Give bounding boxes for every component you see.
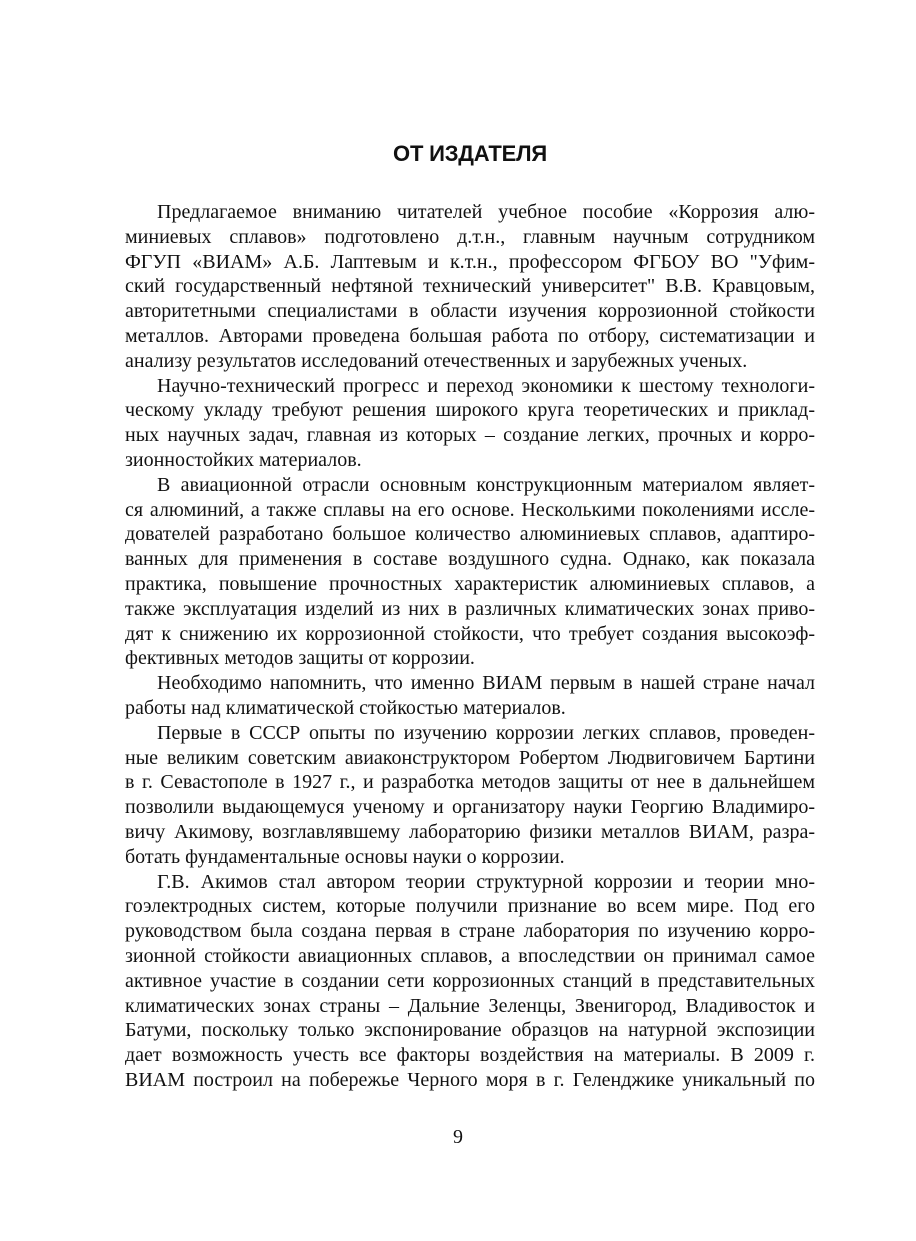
text-line: Научно-технический прогресс и переход экономики к шестому технологи-: [157, 374, 815, 397]
text-line: работы над климатической стойкостью материалов.: [125, 696, 566, 719]
text-line: дователей разработано большое количество алюминиевых сплавов, адаптиро-: [125, 523, 815, 546]
text-line: фективных методов защиты от коррозии.: [125, 647, 475, 670]
text-line: Необходимо напомнить, что именно ВИАМ первым в нашей стране начал: [157, 672, 815, 695]
paragraph: [125, 721, 815, 870]
text-line: миниевых сплавов» подготовлено д.т.н., главным научным сотрудником: [125, 225, 815, 248]
text-line: ВИАМ построил на побережье Черного моря в г. Геленджике уникальный по: [125, 1068, 815, 1091]
text-line: руководством была создана первая в стране лаборатория по изучению корро-: [125, 920, 815, 943]
text-line: климатических зонах страны – Дальние Зеленцы, Звенигород, Владивосток и: [125, 994, 815, 1017]
text-line: вичу Акимову, возглавлявшему лабораторию физики металлов ВИАМ, разра-: [125, 820, 815, 843]
paragraph: [125, 870, 815, 1093]
text-line: ных научных задач, главная из которых – создание легких, прочных и корро-: [125, 424, 815, 447]
text-line: активное участие в создании сети коррозионных станций в представительных: [125, 969, 815, 992]
text-line: В авиационной отрасли основным конструкционным материалом являет-: [157, 473, 815, 496]
text-line: ский государственный нефтяной технический университет" В.В. Кравцовым,: [125, 275, 815, 298]
text-line: металлов. Авторами проведена большая работа по отбору, систематизации и: [125, 324, 815, 347]
text-line: ботать фундаментальные основы науки о коррозии.: [125, 845, 565, 868]
page-content: [125, 140, 815, 1093]
paragraph: [125, 671, 815, 721]
text-line: ные великим советским авиаконструктором Робертом Людвиговичем Бартини: [125, 746, 815, 769]
text-line: позволили выдающемуся ученому и организатору науки Георгию Владимиро-: [125, 796, 815, 819]
text-line: дает возможность учесть все факторы воздействия на материалы. В 2009 г.: [125, 1044, 815, 1067]
paragraph: [125, 374, 815, 473]
text-line: Г.В. Акимов стал автором теории структурной коррозии и теории мно-: [157, 870, 815, 893]
text-line: анализу результатов исследований отечественных и зарубежных ученых.: [125, 349, 748, 372]
text-line: зионной стойкости авиационных сплавов, а впоследствии он принимал самое: [125, 944, 815, 967]
paragraph: [125, 200, 815, 374]
text-line: ся алюминий, а также сплавы на его основе. Несколькими поколениями иссле-: [125, 498, 815, 521]
page-number: 9: [453, 1126, 463, 1148]
text-line: Батуми, поскольку только экспонирование образцов на натурной экспозиции: [125, 1019, 815, 1042]
page-title: ОТ ИЗДАТЕЛЯ: [393, 141, 547, 166]
body-text: [125, 200, 815, 1093]
text-line: ванных для применения в составе воздушного судна. Однако, как показала: [125, 548, 815, 571]
text-line: ческому укладу требуют решения широкого круга теоретических и приклад-: [125, 399, 815, 422]
paragraph: [125, 473, 815, 671]
text-line: также эксплуатация изделий из них в различных климатических зонах приво-: [125, 597, 815, 620]
text-line: гоэлектродных систем, которые получили признание во всем мире. Под его: [125, 895, 815, 918]
text-line: практика, повышение прочностных характеристик алюминиевых сплавов, а: [125, 572, 815, 595]
text-line: Первые в СССР опыты по изучению коррозии легких сплавов, проведен-: [157, 721, 815, 744]
text-line: авторитетными специалистами в области изучения коррозионной стойкости: [125, 300, 815, 323]
text-line: зионностойких материалов.: [125, 448, 362, 471]
text-line: дят к снижению их коррозионной стойкости, что требует создания высокоэф-: [125, 622, 815, 645]
text-line: в г. Севастополе в 1927 г., и разработка методов защиты от нее в дальнейшем: [125, 771, 815, 794]
text-line: Предлагаемое вниманию читателей учебное пособие «Коррозия алю-: [157, 201, 815, 223]
text-line: ФГУП «ВИАМ» А.Б. Лаптевым и к.т.н., профессором ФГБОУ ВО "Уфим-: [125, 250, 815, 273]
